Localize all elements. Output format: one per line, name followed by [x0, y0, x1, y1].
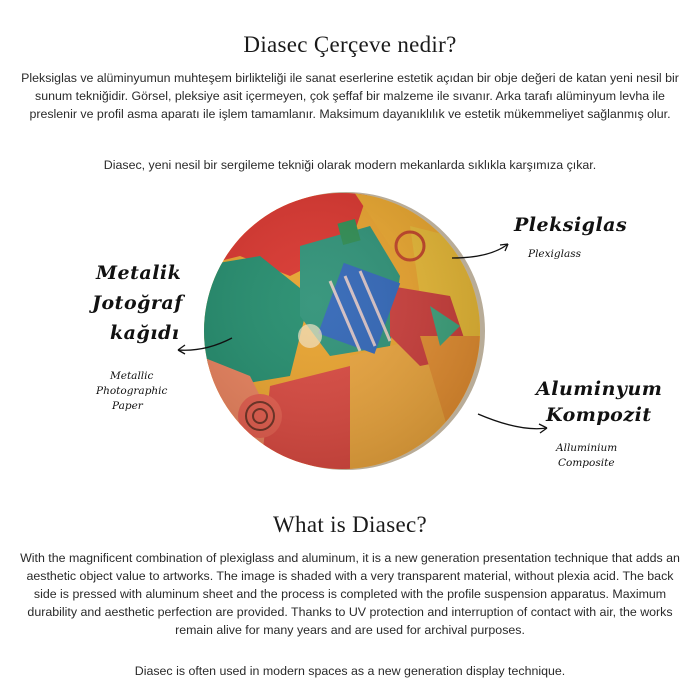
sub-metallic: Metallic — [110, 370, 154, 382]
english-paragraph-1: With the magnificent combination of plexiglass and aluminum, it is a new generation presentation technique that adds an aesthetic object value to artworks. The image is shaded with a very transparent material, without plexia acid. The back side is pressed with aluminum sheet and the process is completed with the profile suspension apparatus. Maximum durability and aesthetic perfection are provided. Thanks to UV protection and interruption of contact with air, the works remain alive for many years and are used for archival purposes. — [20, 551, 680, 637]
turkish-paragraph-1: Pleksiglas ve alüminyumun muhteşem birlikteliği ile sanat eserlerine estetik açıdan bir obje değeri de katan yeni nesil bir sunum tekniğidir. Görsel, pleksiye asit içermeyen, çok şeffaf bir malzeme ile sıvanır. Arka tarafı alüminyum levha ile preslenir ve profil asma aparatı ile işlem tamamlanır. Maksimum dayanıklılık ve estetik mükemmeliyet sağlanmış olur. — [21, 71, 679, 121]
label-kompozit: Kompozit — [546, 404, 652, 426]
turkish-title: Diasec Çerçeve nedir? — [243, 32, 457, 57]
round-diasec-artwork — [200, 186, 490, 476]
label-metalik: Metalik — [96, 262, 182, 284]
sub-paper: Paper — [112, 400, 143, 412]
sub-photographic: Photographic — [96, 385, 168, 397]
sub-composite: Composite — [558, 457, 615, 469]
label-aluminyum: Aluminyum — [536, 378, 663, 400]
english-title: What is Diasec? — [273, 512, 427, 537]
label-fotograf: Jotoğraf — [92, 292, 183, 314]
sub-plexiglass: Plexiglass — [528, 248, 582, 260]
english-paragraph-2: Diasec is often used in modern spaces as a new generation display technique. — [134, 664, 566, 678]
turkish-paragraph-2: Diasec, yeni nesil bir sergileme tekniği olarak modern mekanlarda sıklıkla karşımıza çıkar. — [103, 158, 597, 172]
label-pleksiglas: Pleksiglas — [514, 214, 628, 236]
sub-alluminium: Alluminium — [556, 442, 618, 454]
label-kagidi: kağıdı — [110, 322, 180, 344]
